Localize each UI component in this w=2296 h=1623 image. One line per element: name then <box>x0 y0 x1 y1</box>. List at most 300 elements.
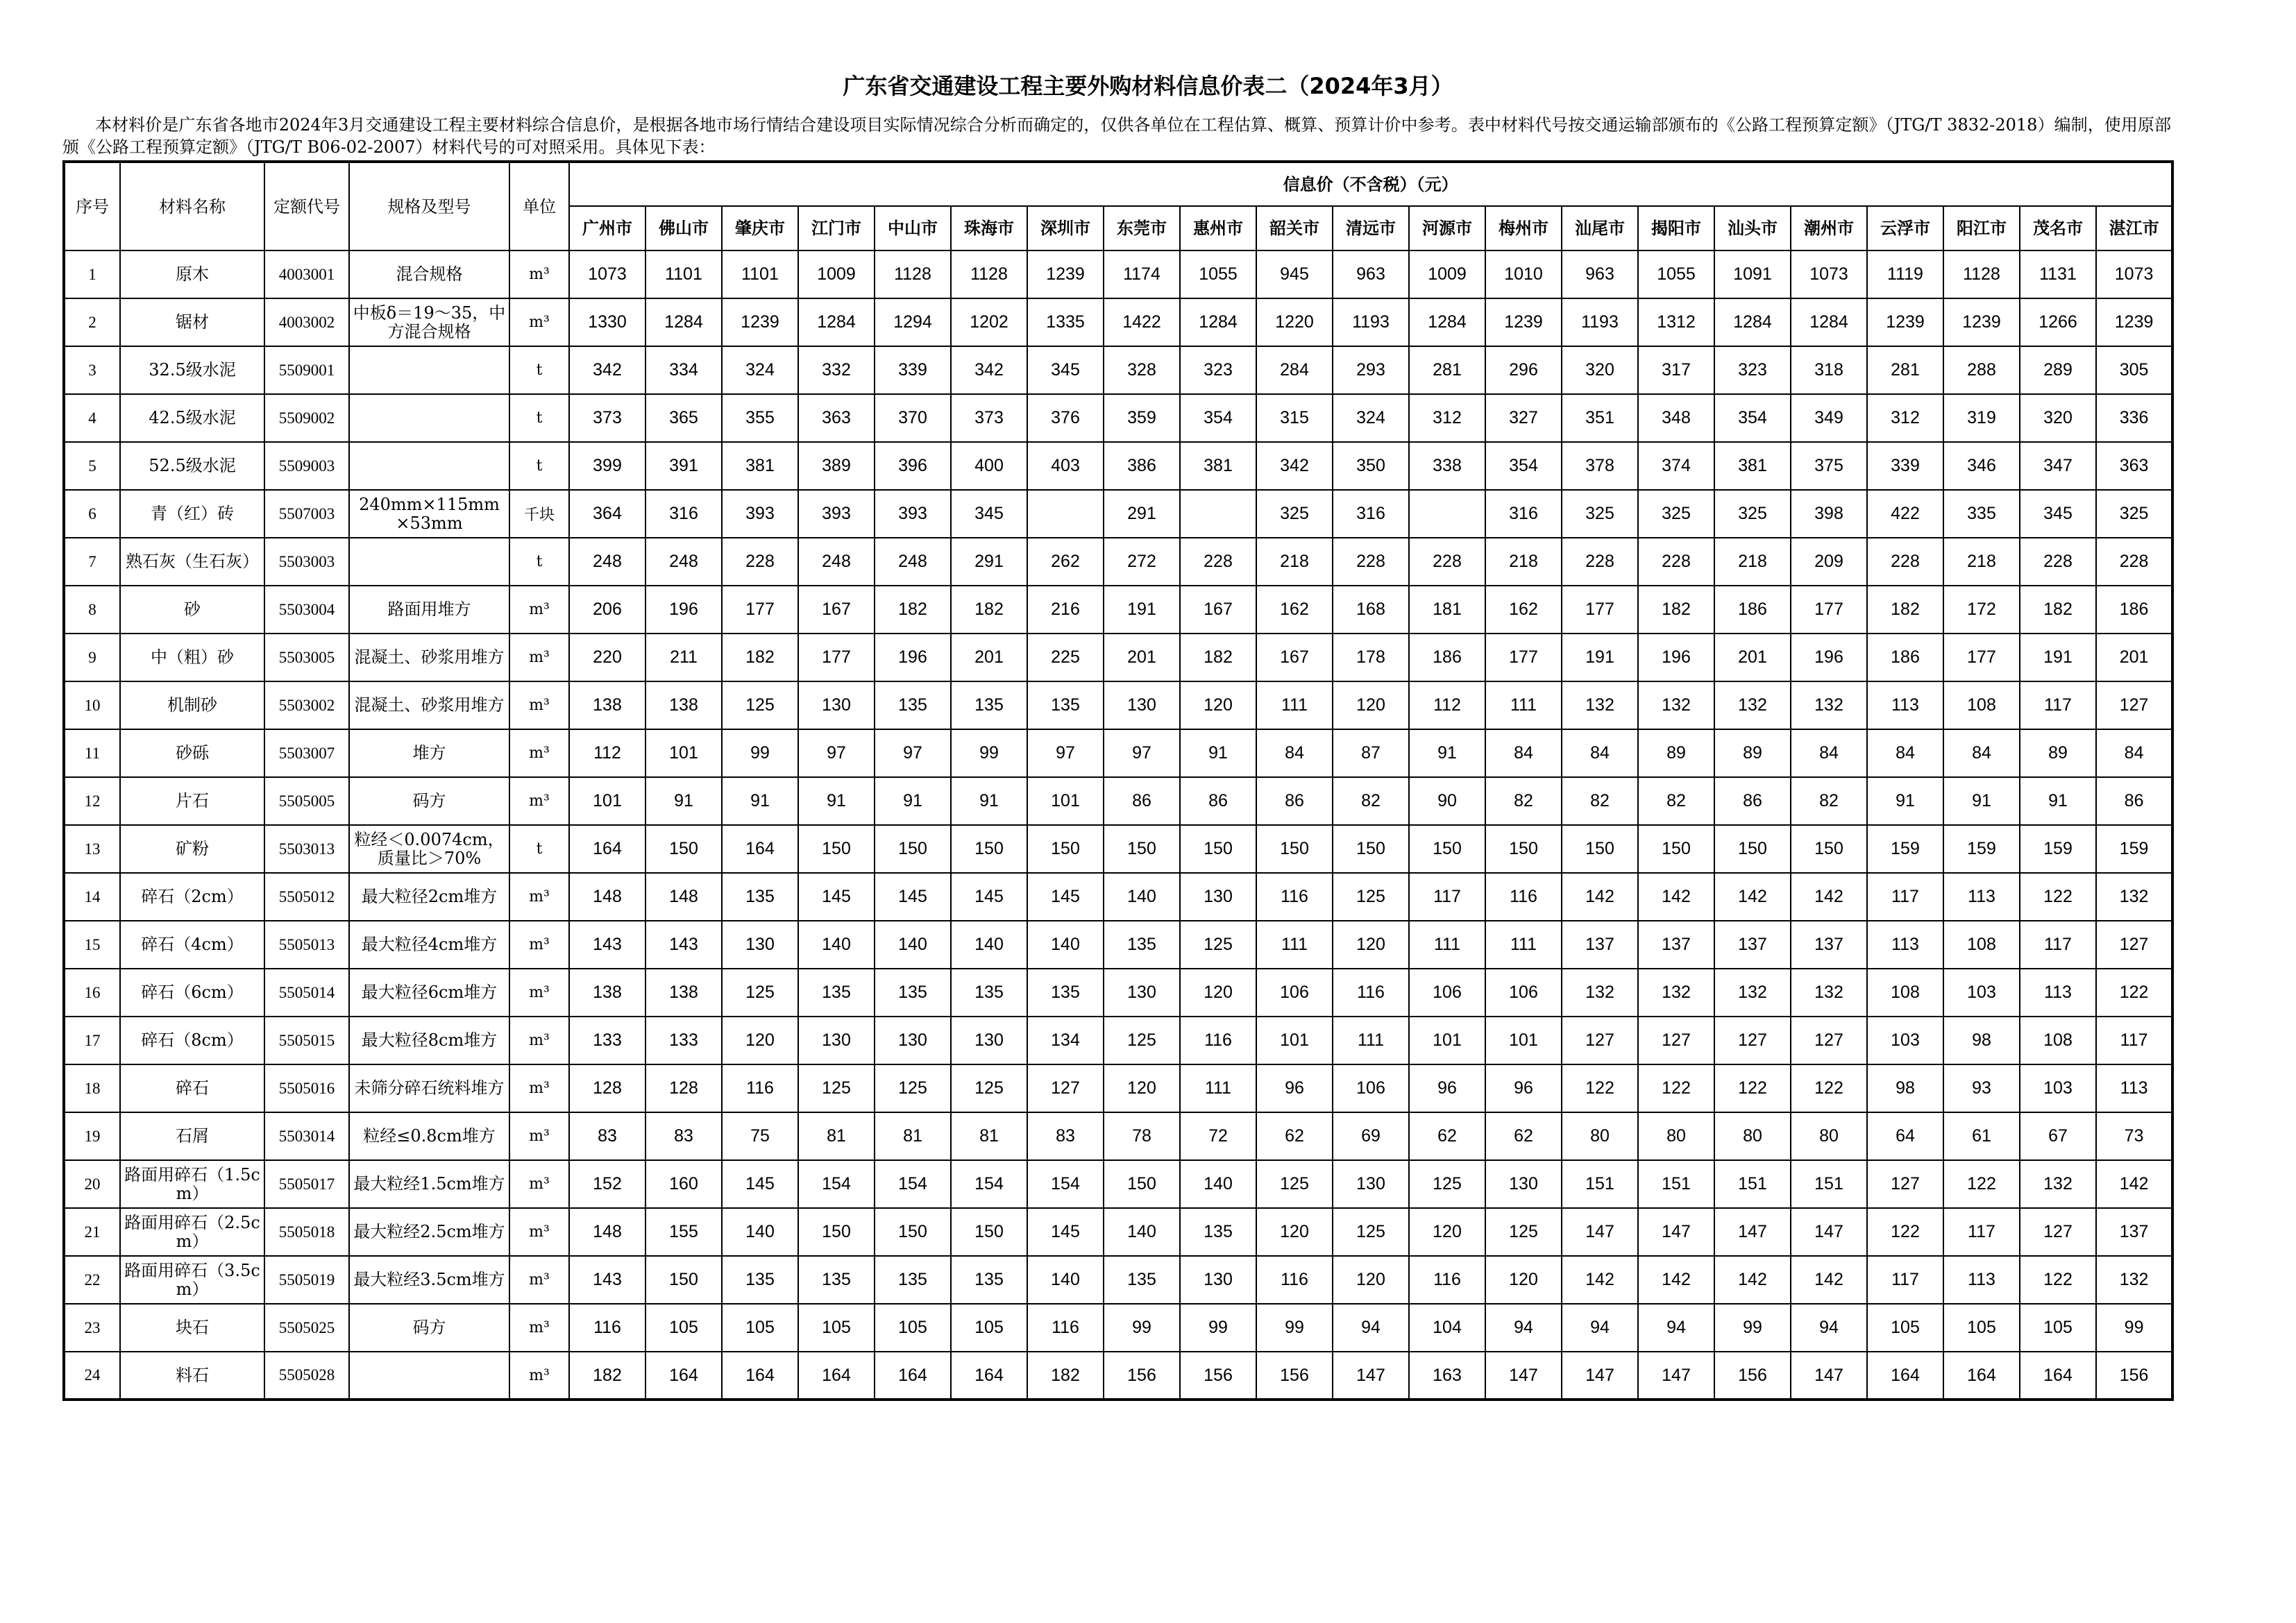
cell-price: 150 <box>1409 825 1485 873</box>
cell-price: 113 <box>2020 969 2096 1017</box>
header-code: 定额代号 <box>264 162 349 250</box>
cell-spec: 混凝土、砂浆用堆方 <box>349 681 509 729</box>
cell-price: 128 <box>569 1064 645 1112</box>
cell-price: 201 <box>2096 634 2172 681</box>
cell-no: 1 <box>64 250 120 298</box>
cell-unit: m³ <box>509 921 569 969</box>
header-city: 茂名市 <box>2020 206 2096 250</box>
cell-code: 5505017 <box>264 1160 349 1208</box>
cell-price: 113 <box>1943 873 2020 921</box>
cell-price: 342 <box>951 346 1027 394</box>
cell-price: 120 <box>1333 921 1409 969</box>
header-city: 云浮市 <box>1867 206 1943 250</box>
cell-price: 167 <box>1180 586 1256 634</box>
cell-price: 145 <box>722 1160 798 1208</box>
cell-price: 386 <box>1104 442 1180 490</box>
cell-price: 156 <box>1180 1352 1256 1400</box>
cell-price: 150 <box>1714 825 1791 873</box>
cell-price: 147 <box>1562 1352 1638 1400</box>
cell-price: 122 <box>1943 1160 2020 1208</box>
cell-price: 99 <box>722 729 798 777</box>
cell-price: 396 <box>875 442 951 490</box>
cell-price: 140 <box>1027 1256 1104 1304</box>
cell-price: 182 <box>569 1352 645 1400</box>
cell-price: 106 <box>1485 969 1562 1017</box>
cell-price: 328 <box>1104 346 1180 394</box>
header-city: 中山市 <box>875 206 951 250</box>
cell-price: 78 <box>1104 1112 1180 1160</box>
cell-price: 155 <box>645 1208 722 1256</box>
header-city: 梅州市 <box>1485 206 1562 250</box>
cell-price: 284 <box>1256 346 1333 394</box>
cell-price: 140 <box>951 921 1027 969</box>
cell-price: 111 <box>1485 921 1562 969</box>
cell-price: 147 <box>1791 1352 1867 1400</box>
cell-price: 117 <box>2020 921 2096 969</box>
cell-price: 1284 <box>1409 298 1485 346</box>
cell-price: 164 <box>951 1352 1027 1400</box>
table-row <box>64 538 2172 586</box>
header-city: 汕头市 <box>1714 206 1791 250</box>
cell-price: 122 <box>2096 969 2172 1017</box>
cell-price: 148 <box>569 873 645 921</box>
cell-price: 248 <box>569 538 645 586</box>
cell-price: 262 <box>1027 538 1104 586</box>
cell-code: 5503014 <box>264 1112 349 1160</box>
cell-code: 5503003 <box>264 538 349 586</box>
cell-price: 154 <box>875 1160 951 1208</box>
header-city: 揭阳市 <box>1638 206 1714 250</box>
cell-price: 97 <box>1027 729 1104 777</box>
cell-price: 116 <box>569 1304 645 1352</box>
cell-price: 150 <box>1104 825 1180 873</box>
cell-spec: 最大粒径6cm堆方 <box>349 969 509 1017</box>
cell-price: 324 <box>1333 394 1409 442</box>
cell-price: 345 <box>951 490 1027 538</box>
cell-price: 150 <box>951 1208 1027 1256</box>
table-row <box>64 1256 2172 1304</box>
cell-price <box>1180 490 1256 538</box>
cell-price: 323 <box>1180 346 1256 394</box>
cell-price: 151 <box>1714 1160 1791 1208</box>
cell-price: 125 <box>722 969 798 1017</box>
cell-price: 315 <box>1256 394 1333 442</box>
cell-price: 1284 <box>1791 298 1867 346</box>
cell-price: 403 <box>1027 442 1104 490</box>
cell-unit: m³ <box>509 298 569 346</box>
cell-price: 191 <box>1562 634 1638 681</box>
cell-price: 105 <box>798 1304 875 1352</box>
cell-price: 108 <box>1943 681 2020 729</box>
cell-price: 363 <box>2096 442 2172 490</box>
cell-price: 135 <box>798 969 875 1017</box>
table-row <box>64 681 2172 729</box>
cell-name: 块石 <box>120 1304 264 1352</box>
cell-price: 97 <box>875 729 951 777</box>
cell-price: 135 <box>1027 969 1104 1017</box>
cell-price: 381 <box>722 442 798 490</box>
cell-price: 218 <box>1485 538 1562 586</box>
cell-price: 147 <box>1638 1352 1714 1400</box>
header-city: 深圳市 <box>1027 206 1104 250</box>
cell-price: 99 <box>1256 1304 1333 1352</box>
cell-price: 90 <box>1409 777 1485 825</box>
cell-price: 130 <box>1485 1160 1562 1208</box>
cell-price: 80 <box>1791 1112 1867 1160</box>
cell-unit: m³ <box>509 1208 569 1256</box>
table-row <box>64 1208 2172 1256</box>
cell-name: 32.5级水泥 <box>120 346 264 394</box>
table-row <box>64 921 2172 969</box>
cell-code: 5505016 <box>264 1064 349 1112</box>
cell-price: 159 <box>1867 825 1943 873</box>
cell-price: 347 <box>2020 442 2096 490</box>
cell-price: 99 <box>2096 1304 2172 1352</box>
header-city: 湛江市 <box>2096 206 2172 250</box>
cell-price: 84 <box>1791 729 1867 777</box>
cell-price: 89 <box>1638 729 1714 777</box>
cell-price: 351 <box>1562 394 1638 442</box>
cell-price: 164 <box>722 825 798 873</box>
header-name: 材料名称 <box>120 162 264 250</box>
cell-price: 125 <box>722 681 798 729</box>
intro-paragraph: 本材料价是广东省各地市2024年3月交通建设工程主要材料综合信息价，是根据各地市场行情结合建设项目实际情况综合分析而确定的，仅供各单位在工程估算、概算、预算计价中参考。表中材料代号按交通运输部颁布的《公路工程预算定额》（JTG/T 3832-2018）编制，使用原部颁《公路工程预算定额》（JTG/T B06-02-2007）材料代号的可对照采用。具体见下表： <box>62 115 2171 157</box>
cell-code: 5507003 <box>264 490 349 538</box>
cell-unit: m³ <box>509 873 569 921</box>
cell-price: 133 <box>569 1017 645 1064</box>
cell-price: 201 <box>951 634 1027 681</box>
cell-price: 122 <box>1714 1064 1791 1112</box>
cell-price: 91 <box>951 777 1027 825</box>
cell-price: 122 <box>1867 1208 1943 1256</box>
cell-price: 363 <box>798 394 875 442</box>
cell-name: 中（粗）砂 <box>120 634 264 681</box>
cell-price: 316 <box>1333 490 1409 538</box>
cell-price: 182 <box>722 634 798 681</box>
cell-price: 125 <box>951 1064 1027 1112</box>
cell-price: 67 <box>2020 1112 2096 1160</box>
cell-price: 182 <box>951 586 1027 634</box>
cell-name: 碎石（8cm） <box>120 1017 264 1064</box>
cell-price: 96 <box>1485 1064 1562 1112</box>
cell-spec: 混凝土、砂浆用堆方 <box>349 634 509 681</box>
cell-name: 矿粉 <box>120 825 264 873</box>
cell-price: 323 <box>1714 346 1791 394</box>
cell-price: 339 <box>875 346 951 394</box>
cell-price: 135 <box>951 1256 1027 1304</box>
cell-price: 164 <box>1867 1352 1943 1400</box>
header-city: 惠州市 <box>1180 206 1256 250</box>
cell-price: 127 <box>1714 1017 1791 1064</box>
cell-price: 89 <box>1714 729 1791 777</box>
cell-price: 86 <box>1104 777 1180 825</box>
cell-price: 281 <box>1867 346 1943 394</box>
cell-price: 147 <box>1638 1208 1714 1256</box>
cell-price: 186 <box>2096 586 2172 634</box>
table-row <box>64 394 2172 442</box>
cell-name: 路面用碎石（2.5cm） <box>120 1208 264 1256</box>
cell-price: 135 <box>722 873 798 921</box>
cell-price: 101 <box>645 729 722 777</box>
cell-code: 5505028 <box>264 1352 349 1400</box>
cell-code: 5509001 <box>264 346 349 394</box>
cell-price: 963 <box>1333 250 1409 298</box>
cell-price: 150 <box>875 825 951 873</box>
cell-price: 122 <box>2020 873 2096 921</box>
cell-price: 147 <box>1714 1208 1791 1256</box>
cell-price: 116 <box>1333 969 1409 1017</box>
cell-spec: 堆方 <box>349 729 509 777</box>
cell-price: 354 <box>1485 442 1562 490</box>
table-row <box>64 490 2172 538</box>
cell-name: 碎石（4cm） <box>120 921 264 969</box>
table-row <box>64 777 2172 825</box>
cell-price: 381 <box>1714 442 1791 490</box>
cell-price: 196 <box>1791 634 1867 681</box>
cell-price: 130 <box>875 1017 951 1064</box>
cell-price: 103 <box>2020 1064 2096 1112</box>
cell-price: 319 <box>1943 394 2020 442</box>
cell-name: 52.5级水泥 <box>120 442 264 490</box>
cell-price: 81 <box>875 1112 951 1160</box>
cell-no: 15 <box>64 921 120 969</box>
cell-price: 101 <box>569 777 645 825</box>
cell-price: 125 <box>1409 1160 1485 1208</box>
cell-price: 216 <box>1027 586 1104 634</box>
cell-no: 20 <box>64 1160 120 1208</box>
cell-price: 84 <box>2096 729 2172 777</box>
cell-price: 1266 <box>2020 298 2096 346</box>
cell-price: 138 <box>645 969 722 1017</box>
cell-price: 151 <box>1638 1160 1714 1208</box>
cell-price: 151 <box>1791 1160 1867 1208</box>
cell-price: 108 <box>1867 969 1943 1017</box>
cell-price: 1073 <box>1791 250 1867 298</box>
cell-price: 354 <box>1714 394 1791 442</box>
cell-price: 116 <box>1256 873 1333 921</box>
table-row <box>64 250 2172 298</box>
cell-price: 145 <box>798 873 875 921</box>
cell-price: 296 <box>1485 346 1562 394</box>
cell-price: 140 <box>1180 1160 1256 1208</box>
cell-price: 272 <box>1104 538 1180 586</box>
cell-price: 150 <box>798 1208 875 1256</box>
table-row <box>64 586 2172 634</box>
table-row <box>64 298 2172 346</box>
cell-unit: m³ <box>509 1256 569 1304</box>
cell-price: 91 <box>2020 777 2096 825</box>
cell-price: 117 <box>2020 681 2096 729</box>
cell-unit: t <box>509 346 569 394</box>
cell-price: 111 <box>1256 681 1333 729</box>
cell-price: 83 <box>1027 1112 1104 1160</box>
cell-code: 5505025 <box>264 1304 349 1352</box>
cell-price: 147 <box>1562 1208 1638 1256</box>
cell-price: 81 <box>951 1112 1027 1160</box>
cell-price: 113 <box>1867 681 1943 729</box>
table-row <box>64 1160 2172 1208</box>
cell-price: 120 <box>1333 681 1409 729</box>
cell-price: 94 <box>1333 1304 1409 1352</box>
cell-price: 164 <box>569 825 645 873</box>
cell-price: 177 <box>1943 634 2020 681</box>
header-row-top <box>64 162 2172 206</box>
cell-price: 201 <box>1104 634 1180 681</box>
cell-price: 289 <box>2020 346 2096 394</box>
table-row <box>64 346 2172 394</box>
cell-price: 218 <box>1714 538 1791 586</box>
cell-price: 84 <box>1943 729 2020 777</box>
cell-price: 312 <box>1409 394 1485 442</box>
cell-price: 332 <box>798 346 875 394</box>
cell-price: 120 <box>1180 969 1256 1017</box>
cell-price: 228 <box>1333 538 1409 586</box>
cell-no: 11 <box>64 729 120 777</box>
cell-price: 1284 <box>1180 298 1256 346</box>
cell-price: 93 <box>1943 1064 2020 1112</box>
cell-price: 182 <box>2020 586 2096 634</box>
cell-code: 5505018 <box>264 1208 349 1256</box>
header-city: 韶关市 <box>1256 206 1333 250</box>
cell-price: 177 <box>722 586 798 634</box>
cell-price: 80 <box>1714 1112 1791 1160</box>
cell-price: 338 <box>1409 442 1485 490</box>
cell-unit: m³ <box>509 634 569 681</box>
cell-price: 135 <box>951 969 1027 1017</box>
cell-price: 1335 <box>1027 298 1104 346</box>
cell-price: 152 <box>569 1160 645 1208</box>
cell-price: 142 <box>1714 1256 1791 1304</box>
cell-price: 150 <box>1027 825 1104 873</box>
cell-price: 81 <box>798 1112 875 1160</box>
cell-price: 111 <box>1256 921 1333 969</box>
cell-price: 91 <box>1867 777 1943 825</box>
cell-price: 325 <box>1638 490 1714 538</box>
cell-price: 108 <box>1943 921 2020 969</box>
header-city: 江门市 <box>798 206 875 250</box>
cell-price: 1422 <box>1104 298 1180 346</box>
cell-price: 84 <box>1562 729 1638 777</box>
cell-price: 164 <box>875 1352 951 1400</box>
cell-price: 125 <box>1256 1160 1333 1208</box>
cell-price: 312 <box>1867 394 1943 442</box>
cell-price: 373 <box>951 394 1027 442</box>
cell-price: 228 <box>2020 538 2096 586</box>
cell-spec: 未筛分碎石统料堆方 <box>349 1064 509 1112</box>
cell-price: 1239 <box>1027 250 1104 298</box>
cell-price: 324 <box>722 346 798 394</box>
cell-name: 青（红）砖 <box>120 490 264 538</box>
cell-price: 127 <box>1867 1160 1943 1208</box>
cell-price: 125 <box>1180 921 1256 969</box>
cell-price: 393 <box>798 490 875 538</box>
cell-unit: m³ <box>509 1160 569 1208</box>
cell-price: 1330 <box>569 298 645 346</box>
cell-price: 132 <box>1638 969 1714 1017</box>
cell-code: 5505014 <box>264 969 349 1017</box>
cell-price: 91 <box>798 777 875 825</box>
header-price-group: 信息价（不含税）（元） <box>569 162 2172 206</box>
cell-name: 砂砾 <box>120 729 264 777</box>
cell-price: 94 <box>1638 1304 1714 1352</box>
page-title: 广东省交通建设工程主要外购材料信息价表二（2024年3月） <box>843 73 1453 99</box>
cell-price: 125 <box>875 1064 951 1112</box>
cell-price: 105 <box>951 1304 1027 1352</box>
table-row <box>64 1304 2172 1352</box>
cell-price: 1284 <box>645 298 722 346</box>
cell-price: 349 <box>1791 394 1867 442</box>
header-city: 河源市 <box>1409 206 1485 250</box>
cell-price: 164 <box>798 1352 875 1400</box>
cell-price: 211 <box>645 634 722 681</box>
cell-spec: 最大粒径4cm堆方 <box>349 921 509 969</box>
cell-price: 320 <box>2020 394 2096 442</box>
cell-price: 391 <box>645 442 722 490</box>
cell-price: 1202 <box>951 298 1027 346</box>
cell-price: 103 <box>1867 1017 1943 1064</box>
cell-spec: 最大粒径8cm堆方 <box>349 1017 509 1064</box>
cell-price: 164 <box>722 1352 798 1400</box>
cell-price: 167 <box>1256 634 1333 681</box>
cell-price: 316 <box>645 490 722 538</box>
cell-price: 120 <box>1409 1208 1485 1256</box>
cell-name: 片石 <box>120 777 264 825</box>
cell-price: 127 <box>1562 1017 1638 1064</box>
cell-no: 17 <box>64 1017 120 1064</box>
cell-price: 1131 <box>2020 250 2096 298</box>
cell-price: 1073 <box>2096 250 2172 298</box>
cell-price: 132 <box>1791 681 1867 729</box>
cell-price: 101 <box>1256 1017 1333 1064</box>
cell-price: 105 <box>722 1304 798 1352</box>
cell-no: 19 <box>64 1112 120 1160</box>
cell-price: 132 <box>2096 873 2172 921</box>
cell-price: 182 <box>1867 586 1943 634</box>
cell-price: 145 <box>951 873 1027 921</box>
cell-no: 5 <box>64 442 120 490</box>
cell-price: 82 <box>1791 777 1867 825</box>
cell-price: 138 <box>645 681 722 729</box>
cell-price: 228 <box>1180 538 1256 586</box>
cell-price: 150 <box>1333 825 1409 873</box>
cell-price: 164 <box>645 1352 722 1400</box>
cell-price: 82 <box>1638 777 1714 825</box>
cell-name: 熟石灰（生石灰） <box>120 538 264 586</box>
cell-price: 140 <box>1104 873 1180 921</box>
cell-price: 393 <box>722 490 798 538</box>
cell-price: 1101 <box>645 250 722 298</box>
cell-price: 137 <box>1714 921 1791 969</box>
cell-price: 168 <box>1333 586 1409 634</box>
cell-price: 228 <box>1409 538 1485 586</box>
cell-price: 186 <box>1409 634 1485 681</box>
cell-price: 148 <box>645 873 722 921</box>
cell-price: 1239 <box>1867 298 1943 346</box>
cell-price <box>1409 490 1485 538</box>
cell-price: 228 <box>2096 538 2172 586</box>
cell-price: 191 <box>2020 634 2096 681</box>
cell-price: 112 <box>569 729 645 777</box>
cell-unit: 千块 <box>509 490 569 538</box>
cell-code: 5505015 <box>264 1017 349 1064</box>
cell-price: 370 <box>875 394 951 442</box>
cell-price: 354 <box>1180 394 1256 442</box>
cell-price: 160 <box>645 1160 722 1208</box>
cell-price: 106 <box>1256 969 1333 1017</box>
table-row <box>64 969 2172 1017</box>
cell-price: 132 <box>2020 1160 2096 1208</box>
cell-price: 97 <box>798 729 875 777</box>
